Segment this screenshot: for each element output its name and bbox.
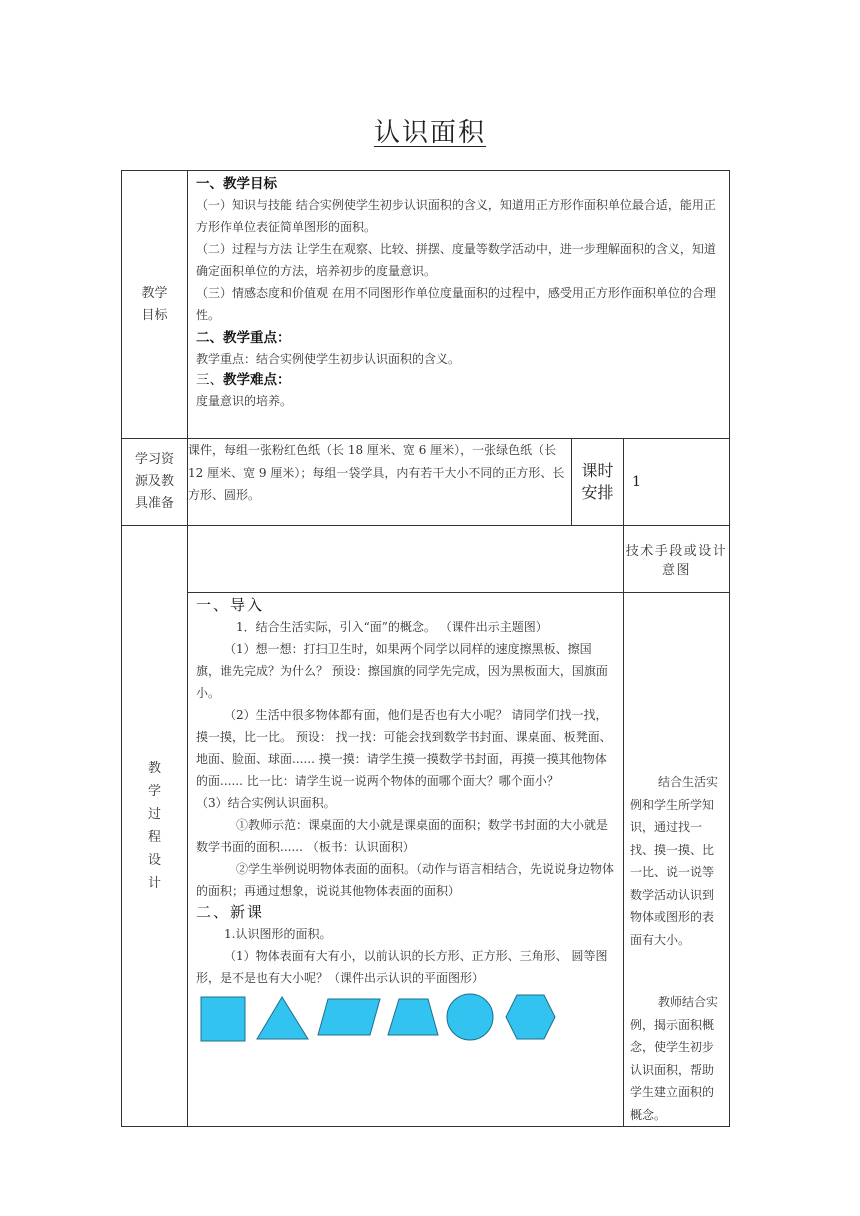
goal-knowledge: （一）知识与技能 结合实例使学生初步认识面积的含义，知道用正方形作面积单位最合适，能用正方形作单位表征简单图形的面积。 — [196, 198, 716, 234]
triangle-shape — [257, 997, 308, 1039]
goals-label-line2: 目标 — [141, 307, 168, 323]
section-new-heading: 二、新课 — [196, 903, 265, 921]
resources-row — [122, 439, 730, 526]
new-step-1: 1.认识图形的面积。 — [224, 927, 332, 941]
process-label-2: 学 — [147, 784, 161, 799]
goal-process: （二）过程与方法 让学生在观察、比较、拼摆、度量等数学活动中，进一步理解面积的含义，知道确定面积单位的方法，培养初步的度量意识。 — [196, 242, 716, 278]
goals-label-line1: 教学 — [141, 285, 168, 301]
intro-explore: （2）生活中很多物体都有面，他们是否也有大小呢？ 请同学们找一找，摸一摸，比一比。 预设： 找一找：可能会找到数学书封面、课桌面、板凳面、地面、脸面、球面...... 摸一摸：请学生摸一摸数学书封面，再摸一摸其他物体的面...... 比一比：请学生说一说两个物体的面哪个面大？哪个面小？ — [196, 708, 612, 788]
goal-attitude: （三）情感态度和价值观 在用不同图形作单位度量面积的过程中，感受用正方形作面积单位的合理性。 — [196, 286, 716, 322]
page-title: 认识面积 — [373, 118, 486, 148]
goals-heading: 一、教学目标 — [196, 176, 277, 192]
trapezoid-shape — [388, 999, 438, 1035]
difficulty-heading-text: 教学难点： — [223, 372, 291, 388]
hexagon-shape — [506, 995, 555, 1039]
section-intro-heading: 一、导入 — [196, 596, 265, 614]
process-header-row — [122, 526, 730, 593]
hours-label — [572, 439, 624, 526]
resources-content: 课件，每组一张粉红色纸（长 18 厘米、宽 6 厘米），一张绿色纸（长 12 厘米、宽 9 厘米）；每组一袋学具，内有若干大小不同的正方形、长方形、圆形。 — [188, 439, 572, 526]
hours-label-line1: 课时 — [581, 461, 614, 480]
lesson-plan-table — [121, 170, 730, 1127]
difficulty-heading — [188, 370, 729, 390]
goals-row — [122, 171, 730, 439]
process-label-3: 过 — [147, 807, 161, 822]
process-label-5: 设 — [147, 853, 161, 868]
square-shape — [201, 997, 245, 1041]
hours-label-line2: 安排 — [581, 483, 614, 502]
teacher-demo: ①教师示范：课桌面的大小就是课桌面的面积；数学书封面的大小就是数学书面的面积...... （板书：认识面积） — [196, 818, 609, 854]
design-intent-content — [624, 593, 730, 1127]
process-label-1: 教 — [147, 761, 161, 776]
resources-label-line3: 具准备 — [134, 496, 174, 511]
design-intent-2: 教师结合实例，揭示面积概念，使学生初步认识面积，帮助学生建立面积的概念。 — [630, 995, 719, 1122]
key-point: 教学重点：结合实例使学生初步认识面积的含义。 — [196, 352, 461, 366]
goals-label — [122, 171, 188, 439]
parallelogram-shape — [318, 999, 380, 1035]
intro-step-1: 1．结合生活实际，引入“面”的概念。 （课件出示主题图） — [236, 620, 548, 634]
process-content — [188, 593, 624, 1127]
resources-label-line2: 源及教 — [134, 474, 174, 489]
intro-examples-heading: （3）结合实例认识面积。 — [196, 796, 336, 810]
process-label-6: 计 — [147, 876, 161, 891]
process-header-blank — [188, 526, 624, 593]
difficulty-point: 度量意识的培养。 — [196, 394, 293, 408]
difficulty-prefix: 三、 — [196, 372, 223, 388]
hours-value: 1 — [624, 439, 730, 526]
process-label-4: 程 — [147, 830, 161, 845]
new-question: （1）物体表面有大有小，以前认识的长方形、正方形、三角形、 圆等图形，是不是也有大小呢？（课件出示认识的平面图形） — [196, 949, 608, 985]
design-intent-1: 结合生活实例和学生所学知识，通过找一找、摸一摸、比一比、说一说等数学活动认识到物体或图形的表面有大小。 — [630, 775, 719, 947]
key-heading: 二、教学重点： — [196, 330, 291, 346]
intro-think: （1）想一想：打扫卫生时，如果两个同学以同样的速度擦黑板、擦国旗，谁先完成？为什么？ 预设：擦国旗的同学先完成，因为黑板面大，国旗面小。 — [196, 642, 608, 700]
resources-label — [122, 439, 188, 526]
resources-label-line1: 学习资 — [134, 452, 174, 467]
shape-gallery — [188, 989, 623, 1047]
process-body-row — [122, 593, 730, 1127]
goals-content — [188, 171, 730, 439]
process-label — [122, 526, 188, 1127]
student-examples: ②学生举例说明物体表面的面积。（动作与语言相结合，先说说身边物体的面积；再通过想象，说说其他物体表面的面积） — [196, 862, 615, 898]
design-intent-header: 技术手段或设计意图 — [624, 526, 730, 593]
circle-shape — [447, 994, 493, 1040]
shape-gallery-svg — [198, 989, 562, 1045]
